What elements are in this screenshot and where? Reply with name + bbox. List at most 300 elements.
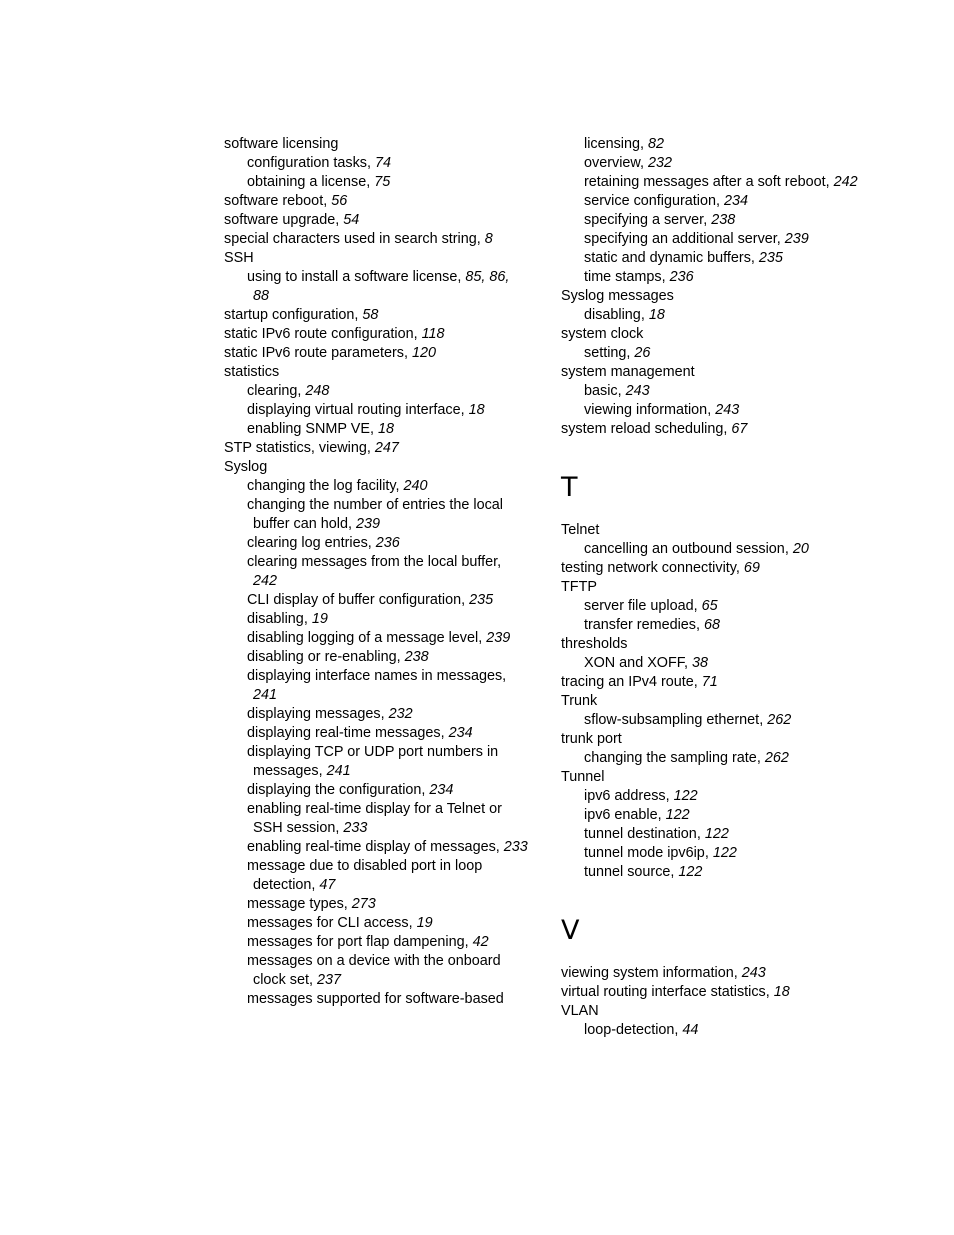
entry-term: SSH [224, 250, 254, 266]
page-reference[interactable]: 242 [833, 174, 858, 190]
entry-text-line: disabling, 18 [584, 307, 665, 323]
index-subentry [224, 667, 544, 705]
entry-text-line [224, 249, 544, 268]
entry-text-line: XON and XOFF, 38 [584, 655, 708, 671]
index-entry [561, 521, 881, 540]
index-entry [561, 673, 881, 692]
index-subentry [561, 654, 881, 673]
index-subentry [561, 154, 881, 173]
page-reference[interactable]: 67 [731, 421, 748, 437]
page-reference[interactable]: 18 [648, 307, 665, 323]
entry-text-line: enabling SNMP VE, 18 [247, 421, 394, 437]
page-reference[interactable]: 120 [411, 345, 436, 361]
entry-term: clock set [253, 972, 309, 988]
index-subentry [561, 597, 881, 616]
index-entry [561, 363, 881, 382]
index-subentry [224, 173, 544, 192]
page-reference[interactable]: 8 [484, 231, 493, 247]
entry-text-line: ipv6 address, 122 [584, 788, 698, 804]
page-reference[interactable]: 234 [723, 193, 748, 209]
entry-term: system reload scheduling [561, 421, 724, 437]
index-subentry [224, 268, 544, 306]
index-entry [224, 458, 544, 477]
page-reference[interactable]: 234 [448, 725, 473, 741]
entry-term: trunk port [561, 731, 622, 747]
page-reference[interactable]: 65 [701, 598, 718, 614]
entry-text-line: displaying messages, 232 [247, 706, 413, 722]
entry-text-line [561, 363, 881, 382]
entry-text-line: setting, 26 [584, 345, 651, 361]
page-reference[interactable]: 239 [355, 516, 380, 532]
entry-term: displaying the configuration [247, 782, 422, 798]
index-subentry [561, 344, 881, 363]
entry-term: Telnet [561, 522, 600, 538]
entry-term: Trunk [561, 693, 598, 709]
entry-text-line: SSH session, 233 [253, 820, 368, 836]
entry-term: system clock [561, 326, 644, 342]
index-subentry [224, 629, 544, 648]
index-entry [224, 325, 544, 344]
entry-term: special characters used in search string [224, 231, 477, 247]
entry-text-line: changing the log facility, 240 [247, 478, 428, 494]
entry-term: VLAN [561, 1003, 599, 1019]
index-entry [224, 230, 544, 249]
index-subentry [561, 616, 881, 635]
entry-text-line [247, 667, 544, 686]
index-entry [561, 730, 881, 749]
entry-term: STP statistics, viewing [224, 440, 367, 456]
page-reference[interactable]: 18 [773, 984, 790, 1000]
entry-text-line: special characters used in search string, 8 [224, 231, 493, 247]
entry-text-line: licensing, 82 [584, 136, 665, 152]
page-reference[interactable]: 71 [701, 674, 718, 690]
entry-text-line [247, 857, 544, 876]
index-subentry [224, 477, 544, 496]
index-subentry [561, 711, 881, 730]
index-entry [561, 578, 881, 597]
entry-term: displaying TCP or UDP port numbers in [247, 744, 499, 760]
entry-term: system management [561, 364, 695, 380]
entry-text-line: software reboot, 56 [224, 193, 348, 209]
page-reference[interactable]: 237 [316, 972, 341, 988]
index-entry [561, 964, 881, 983]
entry-text-line: static and dynamic buffers, 235 [584, 250, 783, 266]
page-reference[interactable]: 241 [326, 763, 351, 779]
entry-term: cancelling an outbound session [584, 541, 785, 557]
page-reference[interactable]: 232 [648, 155, 673, 171]
page-reference[interactable]: 19 [416, 915, 433, 931]
index-subentry [224, 705, 544, 724]
entry-term: clearing log entries [247, 535, 368, 551]
index-subentry [224, 933, 544, 952]
entry-term: Tunnel [561, 769, 605, 785]
page-reference[interactable]: 20 [792, 541, 809, 557]
entry-term: statistics [224, 364, 280, 380]
entry-term: Syslog [224, 459, 268, 475]
entry-text-line: messages, 241 [253, 763, 351, 779]
index-subentry [561, 749, 881, 768]
entry-text-line: message types, 273 [247, 896, 376, 912]
index-subentry [561, 540, 881, 559]
index-subentry [561, 1021, 881, 1040]
entry-term: disabling logging of a message level [247, 630, 479, 646]
index-entry [224, 249, 544, 268]
entry-term: messages [253, 763, 319, 779]
entry-text-line: server file upload, 65 [584, 598, 718, 614]
entry-term: specifying a server [584, 212, 704, 228]
entry-text-line: using to install a software license, 85, 86, [247, 269, 510, 285]
index-subentry [561, 211, 881, 230]
index-subentry [561, 844, 881, 863]
entry-term: software licensing [224, 136, 339, 152]
page-reference[interactable]: 118 [421, 326, 445, 342]
page-reference[interactable]: 235 [758, 250, 783, 266]
page-reference[interactable]: 47 [319, 877, 336, 893]
entry-text-line [561, 287, 881, 306]
entry-text-line: time stamps, 236 [584, 269, 694, 285]
entry-text-line: static IPv6 route configuration, 118 [224, 326, 445, 342]
entry-term: sflow-subsampling ethernet [584, 712, 760, 728]
index-subentry [561, 135, 881, 154]
entry-term: tracing an IPv4 route [561, 674, 694, 690]
entry-term: configuration tasks [247, 155, 367, 171]
entry-term: disabling or re-enabling [247, 649, 397, 665]
entry-text-line [561, 730, 881, 749]
entry-text-line: disabling logging of a message level, 239 [247, 630, 511, 646]
page-reference[interactable]: 262 [767, 712, 792, 728]
entry-term: software upgrade [224, 212, 336, 228]
index-subentry [561, 192, 881, 211]
entry-term: SSH session [253, 820, 336, 836]
index-subentry [224, 914, 544, 933]
entry-text-line: CLI display of buffer configuration, 235 [247, 592, 494, 608]
page-reference[interactable]: 68 [703, 617, 720, 633]
entry-text-line [561, 692, 881, 711]
entry-text-line [561, 521, 881, 540]
entry-text-line [247, 496, 544, 515]
entry-text-line [224, 135, 544, 154]
entry-text-line: detection, 47 [253, 877, 336, 893]
index-subentry [561, 787, 881, 806]
index-entry [224, 135, 544, 154]
entry-text-line: clearing log entries, 236 [247, 535, 400, 551]
entry-text-line [561, 768, 881, 787]
index-subentry [561, 306, 881, 325]
entry-term: viewing information [584, 402, 708, 418]
entry-term: message due to disabled port in loop [247, 858, 483, 874]
entry-term: software reboot [224, 193, 324, 209]
entry-term: changing the log facility [247, 478, 396, 494]
entry-text-line: clock set, 237 [253, 972, 341, 988]
entry-text-line: sflow-subsampling ethernet, 262 [584, 712, 792, 728]
page-reference[interactable]: 74 [375, 155, 392, 171]
page-reference[interactable]: 262 [764, 750, 789, 766]
index-subentry [224, 610, 544, 629]
page-reference[interactable]: 239 [784, 231, 809, 247]
entry-term: enabling real-time display of messages [247, 839, 496, 855]
index-subentry [224, 553, 544, 591]
index-subentry [224, 857, 544, 895]
entry-text-line: displaying virtual routing interface, 18 [247, 402, 485, 418]
index-entry [561, 635, 881, 654]
index-entry [561, 559, 881, 578]
index-subentry [224, 496, 544, 534]
entry-term: transfer remedies [584, 617, 696, 633]
page-reference[interactable]: 42 [472, 934, 489, 950]
index-subentry [561, 863, 881, 882]
page-reference[interactable]: 273 [351, 896, 376, 912]
entry-term: loop-detection [584, 1022, 675, 1038]
index-subentry [224, 990, 544, 1009]
entry-text-line: configuration tasks, 74 [247, 155, 392, 171]
page-reference[interactable]: 240 [403, 478, 428, 494]
entry-term: setting [584, 345, 627, 361]
page-reference[interactable]: 233 [343, 820, 368, 836]
entry-term: licensing [584, 136, 640, 152]
index-column-right [561, 135, 881, 1040]
page-reference[interactable]: 122 [704, 826, 729, 842]
index-subentry [224, 781, 544, 800]
entry-text-line: disabling, 19 [247, 611, 328, 627]
entry-text-line: cancelling an outbound session, 20 [584, 541, 809, 557]
index-subentry [224, 401, 544, 420]
page-reference[interactable]: 85, 86, [465, 269, 510, 285]
index-subentry [561, 825, 881, 844]
entry-text-line [561, 635, 881, 654]
entry-term: enabling SNMP VE [247, 421, 370, 437]
index-entry [561, 983, 881, 1002]
entry-text-line [247, 990, 544, 1009]
page-reference[interactable]: 69 [743, 560, 760, 576]
page-reference[interactable]: 56 [331, 193, 348, 209]
section-letter-t: T [561, 472, 578, 503]
page-reference[interactable]: 233 [503, 839, 528, 855]
index-entry [224, 363, 544, 382]
entry-text-line: viewing system information, 243 [561, 965, 766, 981]
index-subentry [561, 382, 881, 401]
index-subentry [561, 173, 881, 192]
entry-term: displaying virtual routing interface [247, 402, 461, 418]
index-entry [224, 211, 544, 230]
index-subentry [224, 800, 544, 838]
page-reference[interactable]: 248 [305, 383, 330, 399]
entry-term: overview [584, 155, 640, 171]
entry-term: static IPv6 route parameters [224, 345, 404, 361]
index-entry [224, 192, 544, 211]
page-reference[interactable]: 82 [648, 136, 665, 152]
entry-term: tunnel destination [584, 826, 697, 842]
entry-term: service configuration [584, 193, 716, 209]
entry-term: messages for port flap dampening [247, 934, 465, 950]
index-entry [224, 306, 544, 325]
entry-text-line: tunnel mode ipv6ip, 122 [584, 845, 737, 861]
section-letter-v: V [561, 915, 580, 946]
page-reference[interactable]: 18 [468, 402, 485, 418]
entry-text-line: retaining messages after a soft reboot, 242 [584, 174, 858, 190]
entry-term: changing the number of entries the local [247, 497, 503, 513]
index-column-left [224, 135, 544, 1009]
index-entry [561, 1002, 881, 1021]
entry-text-line: messages for CLI access, 19 [247, 915, 433, 931]
entry-text-line: tunnel source, 122 [584, 864, 703, 880]
page-reference[interactable]: 243 [715, 402, 740, 418]
index-entry [561, 692, 881, 711]
entry-text-line: tunnel destination, 122 [584, 826, 729, 842]
index-subentry [224, 534, 544, 553]
entry-text-line: ipv6 enable, 122 [584, 807, 690, 823]
page-reference[interactable]: 122 [678, 864, 703, 880]
index-entry [561, 420, 881, 439]
entry-text-line: messages for port flap dampening, 42 [247, 934, 489, 950]
page-reference[interactable]: 122 [665, 807, 690, 823]
entry-term: disabling [247, 611, 304, 627]
index-entry [561, 768, 881, 787]
index-subentry [561, 230, 881, 249]
index-subentry [561, 401, 881, 420]
page-reference[interactable]: 44 [682, 1022, 699, 1038]
entry-term: disabling [584, 307, 641, 323]
page-reference[interactable]: 122 [673, 788, 698, 804]
page-reference[interactable]: 54 [343, 212, 360, 228]
entry-term: static and dynamic buffers [584, 250, 751, 266]
page-reference[interactable]: 247 [374, 440, 399, 456]
page-reference[interactable]: 236 [375, 535, 400, 551]
index-entry [224, 344, 544, 363]
page-reference[interactable]: 38 [691, 655, 708, 671]
page-reference[interactable]: 241 [253, 687, 278, 703]
page-reference[interactable]: 232 [388, 706, 413, 722]
page-reference[interactable]: 242 [253, 573, 278, 589]
entry-term: CLI display of buffer configuration [247, 592, 462, 608]
index-entry [561, 325, 881, 344]
entry-text-line: system reload scheduling, 67 [561, 421, 748, 437]
entry-term: changing the sampling rate [584, 750, 757, 766]
entry-text-line: static IPv6 route parameters, 120 [224, 345, 436, 361]
entry-term: clearing [247, 383, 298, 399]
entry-text-line: displaying the configuration, 234 [247, 782, 454, 798]
page-reference[interactable]: 236 [669, 269, 694, 285]
entry-text-line: displaying real-time messages, 234 [247, 725, 473, 741]
entry-term: messages on a device with the onboard [247, 953, 501, 969]
entry-text-line: STP statistics, viewing, 247 [224, 440, 399, 456]
index-entries-s-continued [561, 135, 881, 439]
page-reference[interactable]: 238 [404, 649, 429, 665]
index-subentry [224, 952, 544, 990]
entry-term: basic [584, 383, 618, 399]
index-entry [561, 287, 881, 306]
page-reference[interactable]: 75 [374, 174, 391, 190]
page-reference[interactable]: 18 [377, 421, 394, 437]
page-reference[interactable]: 243 [741, 965, 766, 981]
page-reference[interactable]: 122 [712, 845, 737, 861]
entry-text-line: software upgrade, 54 [224, 212, 360, 228]
entry-term: detection [253, 877, 312, 893]
entry-text-line: enabling real-time display of messages, 233 [247, 839, 528, 855]
page-reference[interactable]: 58 [362, 307, 379, 323]
entry-term: specifying an additional server [584, 231, 777, 247]
entry-text-line: overview, 232 [584, 155, 673, 171]
entry-text-line [247, 553, 544, 572]
index-entries-t [561, 521, 881, 882]
entry-text-line [224, 363, 544, 382]
entry-text-line [561, 325, 881, 344]
entry-term: messages for CLI access [247, 915, 409, 931]
page-reference[interactable]: 239 [486, 630, 511, 646]
entry-text-line: tracing an IPv4 route, 71 [561, 674, 718, 690]
page-reference[interactable]: 243 [625, 383, 650, 399]
entry-text-line [561, 1002, 881, 1021]
entry-text-line: startup configuration, 58 [224, 307, 379, 323]
entry-term: server file upload [584, 598, 694, 614]
index-subentry [224, 420, 544, 439]
entry-term: time stamps [584, 269, 662, 285]
page-reference[interactable]: 26 [634, 345, 651, 361]
index-subentry [224, 895, 544, 914]
entry-text-line [561, 578, 881, 597]
index-subentry [224, 838, 544, 857]
entry-text-line: disabling or re-enabling, 238 [247, 649, 429, 665]
entry-text-line: buffer can hold, 239 [253, 516, 380, 532]
entry-term: Syslog messages [561, 288, 674, 304]
entry-term: retaining messages after a soft reboot [584, 174, 826, 190]
index-entries-v [561, 964, 881, 1040]
entry-term: buffer can hold [253, 516, 348, 532]
index-subentry [224, 648, 544, 667]
entry-text-line: service configuration, 234 [584, 193, 748, 209]
entry-text-line [247, 800, 544, 819]
entry-term: ipv6 address [584, 788, 666, 804]
entry-text-line: clearing, 248 [247, 383, 330, 399]
entry-text-line: viewing information, 243 [584, 402, 740, 418]
entry-text-line: changing the sampling rate, 262 [584, 750, 789, 766]
entry-text-line: testing network connectivity, 69 [561, 560, 760, 576]
index-subentry [561, 249, 881, 268]
index-subentry [224, 724, 544, 743]
entry-term: message types [247, 896, 344, 912]
entry-term: obtaining a license [247, 174, 367, 190]
entry-term: TFTP [561, 579, 597, 595]
index-subentry [224, 154, 544, 173]
entry-text-line: specifying an additional server, 239 [584, 231, 809, 247]
entry-term: startup configuration [224, 307, 355, 323]
page-reference[interactable]: 238 [711, 212, 736, 228]
entry-term: virtual routing interface statistics [561, 984, 766, 1000]
entry-term: displaying real-time messages [247, 725, 441, 741]
index-subentry [224, 382, 544, 401]
entry-term: enabling real-time display for a Telnet or [247, 801, 502, 817]
page-reference[interactable]: 234 [429, 782, 454, 798]
entry-term: using to install a software license [247, 269, 458, 285]
page-reference[interactable]: 88 [253, 288, 270, 304]
page-reference[interactable]: 19 [311, 611, 328, 627]
entry-text-line: transfer remedies, 68 [584, 617, 720, 633]
index-subentry [224, 591, 544, 610]
entry-term: displaying interface names in messages, [247, 668, 507, 684]
entry-text-line [247, 743, 544, 762]
entry-text-line [247, 952, 544, 971]
entry-term: XON and XOFF [584, 655, 684, 671]
entry-term: viewing system information [561, 965, 734, 981]
entry-text-line: virtual routing interface statistics, 18 [561, 984, 790, 1000]
entry-term: messages supported for software-based [247, 991, 504, 1007]
entry-term: tunnel source [584, 864, 671, 880]
entry-text-line: specifying a server, 238 [584, 212, 736, 228]
entry-text-line: obtaining a license, 75 [247, 174, 391, 190]
entry-term: static IPv6 route configuration [224, 326, 414, 342]
entry-text-line [224, 458, 544, 477]
entry-term: tunnel mode ipv6ip [584, 845, 705, 861]
page-reference[interactable]: 235 [469, 592, 494, 608]
